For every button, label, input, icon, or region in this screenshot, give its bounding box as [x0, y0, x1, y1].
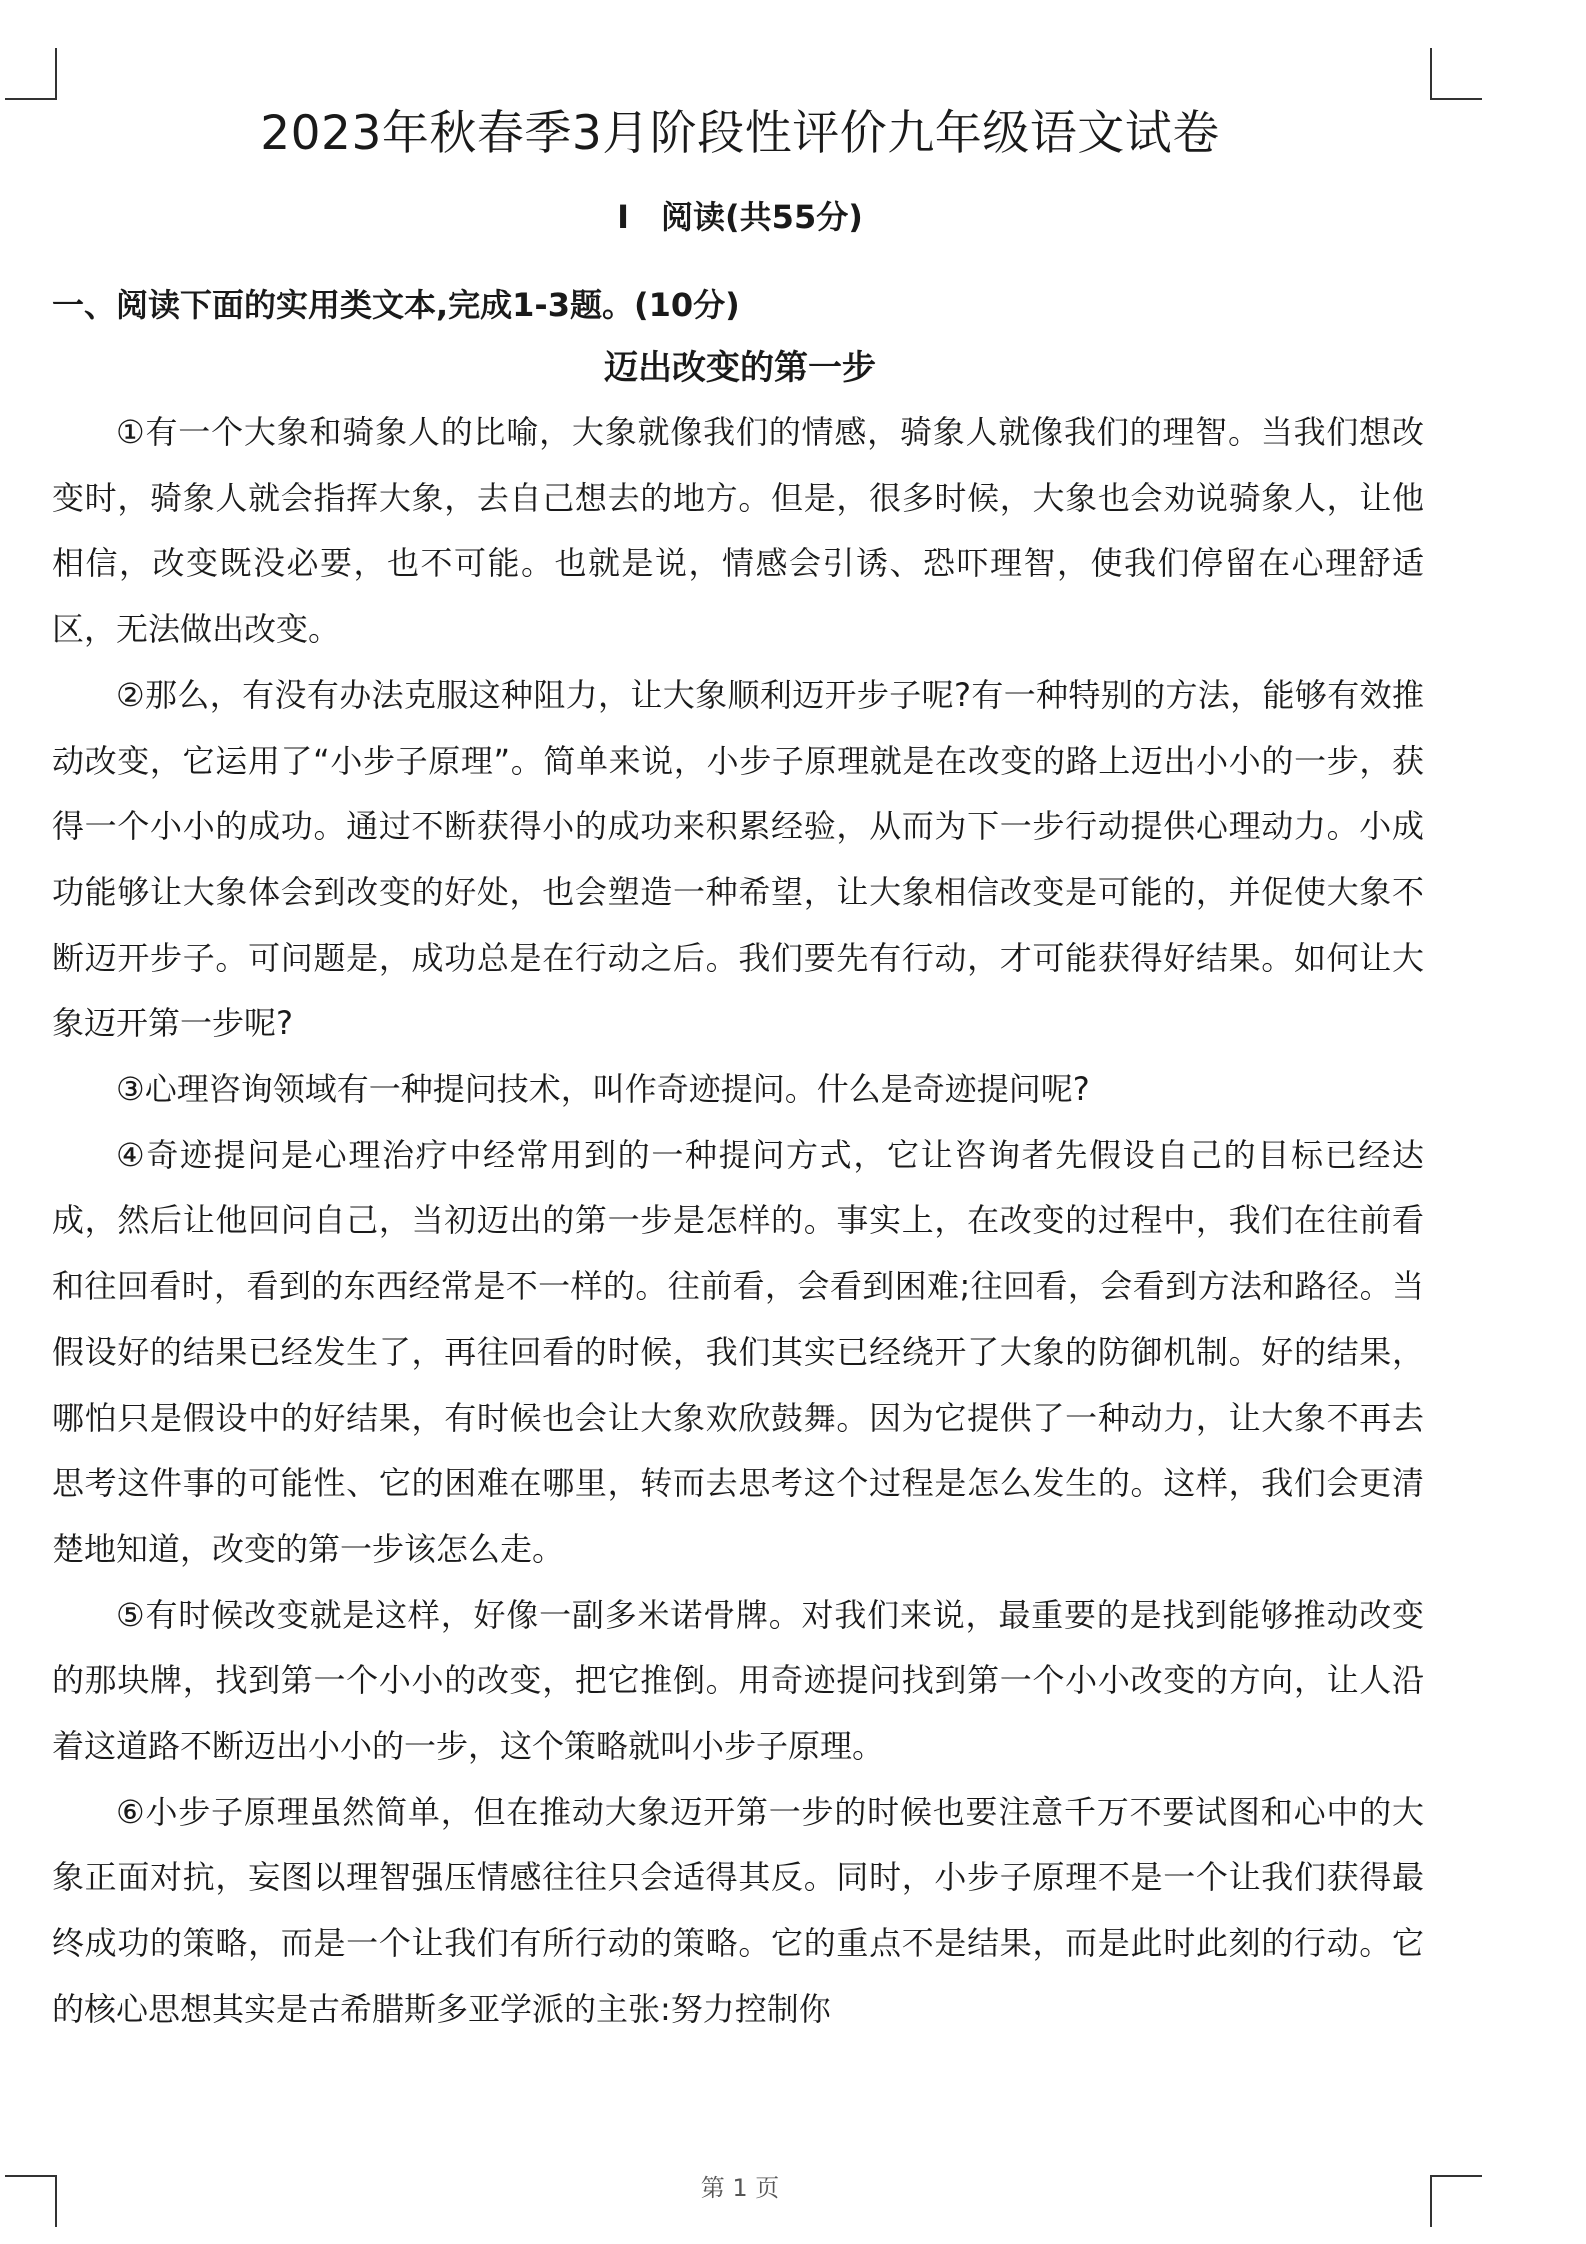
article-title: 迈出改变的第一步: [604, 348, 876, 388]
paragraph-4: ④奇迹提问是心理治疗中经常用到的一种提问方式，它让咨询者先假设自己的目标已经达成，然后让他回问自己，当初迈出的第一步是怎样的。事实上，在改变的过程中，我们在往前看和往回看时，看到的东西经常是不一样的。往前看，会看到困难;往回看，会看到方法和路径。当假设好的结果已经发生了，再往回看的时候，我们其实已经绕开了大象的防御机制。好的结果，哪怕只是假设中的好结果，有时候也会让大象欢欣鼓舞。因为它提供了一种动力，让大象不再去思考这件事的可能性、它的困难在哪里，转而去思考这个过程是怎么发生的。这样，我们会更清楚地知道，改变的第一步该怎么走。: [52, 1135, 1424, 1568]
part-heading: Ⅰ 阅读(共55分): [617, 198, 863, 236]
paragraph-1: ①有一个大象和骑象人的比喻，大象就像我们的情感，骑象人就像我们的理智。当我们想改变时，骑象人就会指挥大象，去自己想去的地方。但是，很多时候，大象也会劝说骑象人，让他相信，改变既没必要，也不可能。也就是说，情感会引诱、恐吓理智，使我们停留在心理舒适区，无法做出改变。: [52, 413, 1424, 649]
section-heading: 一、阅读下面的实用类文本,完成1-3题。(10分): [52, 286, 740, 324]
article-body: [52, 400, 1424, 2043]
exam-title: 2023年秋春季3月阶段性评价九年级语文试卷: [260, 106, 1220, 161]
crop-mark-top-right: [1430, 48, 1482, 100]
paragraph-5: ⑤有时候改变就是这样，好像一副多米诺骨牌。对我们来说，最重要的是找到能够推动改变的那块牌，找到第一个小小的改变，把它推倒。用奇迹提问找到第一个小小改变的方向，让人沿着这道路不断迈出小小的一步，这个策略就叫小步子原理。: [52, 1595, 1424, 1766]
paragraph-2: ②那么，有没有办法克服这种阻力，让大象顺利迈开步子呢?有一种特别的方法，能够有效推动改变，它运用了“小步子原理”。简单来说，小步子原理就是在改变的路上迈出小小的一步，获得一个小小的成功。通过不断获得小的成功来积累经验，从而为下一步行动提供心理动力。小成功能够让大象体会到改变的好处，也会塑造一种希望，让大象相信改变是可能的，并促使大象不断迈开步子。可问题是，成功总是在行动之后。我们要先有行动，才可能获得好结果。如何让大象迈开第一步呢?: [52, 675, 1424, 1043]
paragraph-6: ⑥小步子原理虽然简单，但在推动大象迈开第一步的时候也要注意千万不要试图和心中的大象正面对抗，妄图以理智强压情感往往只会适得其反。同时，小步子原理不是一个让我们获得最终成功的策略，而是一个让我们有所行动的策略。它的重点不是结果，而是此时此刻的行动。它的核心思想其实是古希腊斯多亚学派的主张:努力控制你: [52, 1792, 1424, 2028]
page-number: 第 1 页: [700, 2174, 780, 2202]
paragraph-3: ③心理咨询领域有一种提问技术，叫作奇迹提问。什么是奇迹提问呢?: [116, 1070, 1090, 1109]
crop-mark-top-left: [5, 48, 57, 100]
